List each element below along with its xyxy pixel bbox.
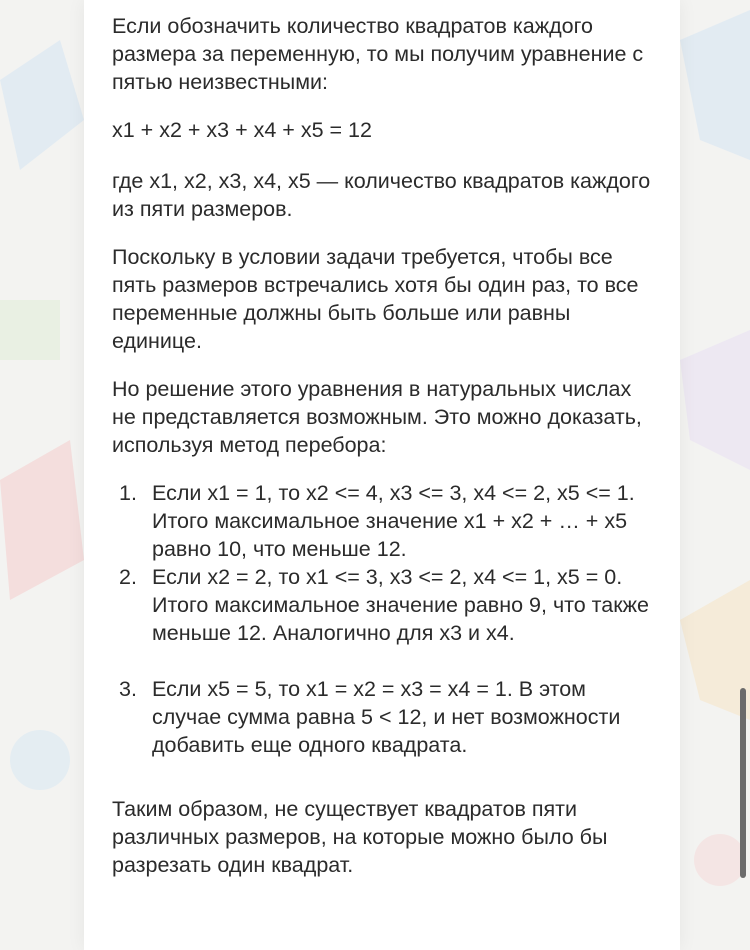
list-item-number: 3.	[119, 677, 137, 701]
paragraph-variables: где x1, x2, x3, x4, x5 — количество квадратов каждого из пяти размеров.	[112, 169, 651, 221]
list-item-text: Если x5 = 5, то x1 = x2 = x3 = x4 = 1. В этом случае сумма равна 5 < 12, и нет возможности добавить еще одного квадрата.	[152, 677, 621, 757]
paragraph-proof-intro: Но решение этого уравнения в натуральных числах не представляется возможным. Это можно доказать, используя метод перебора:	[112, 377, 642, 457]
equation: x1 + x2 + x3 + x4 + x5 = 12	[112, 118, 372, 142]
proof-steps-list	[112, 479, 657, 759]
scrollbar-thumb[interactable]	[740, 688, 746, 878]
list-item	[112, 563, 657, 647]
article-body	[112, 12, 657, 899]
paragraph-conclusion: Таким образом, не существует квадратов пяти различных размеров, на которые можно было бы разрезать один квадрат.	[112, 797, 608, 877]
paragraph-condition: Поскольку в условии задачи требуется, чтобы все пять размеров встречались хотя бы один раз, то все переменные должны быть больше или равны единице.	[112, 245, 639, 353]
list-item-number: 1.	[119, 481, 137, 505]
list-item-number: 2.	[119, 565, 137, 589]
paragraph-intro: Если обозначить количество квадратов каждого размера за переменную, то мы получим уравнение с пятью неизвестными:	[112, 14, 644, 94]
list-item-text: Если x1 = 1, то x2 <= 4, x3 <= 3, x4 <= 2, x5 <= 1. Итого максимальное значение x1 + x2 + … + x5 равно 10, что меньше 12.	[152, 481, 635, 561]
list-item-text: Если x2 = 2, то x1 <= 3, x3 <= 2, x4 <= 1, x5 = 0. Итого максимальное значение равно 9, что также меньше 12. Аналогично для x3 и x4.	[152, 565, 649, 645]
list-item	[112, 479, 657, 563]
list-item	[112, 675, 657, 759]
